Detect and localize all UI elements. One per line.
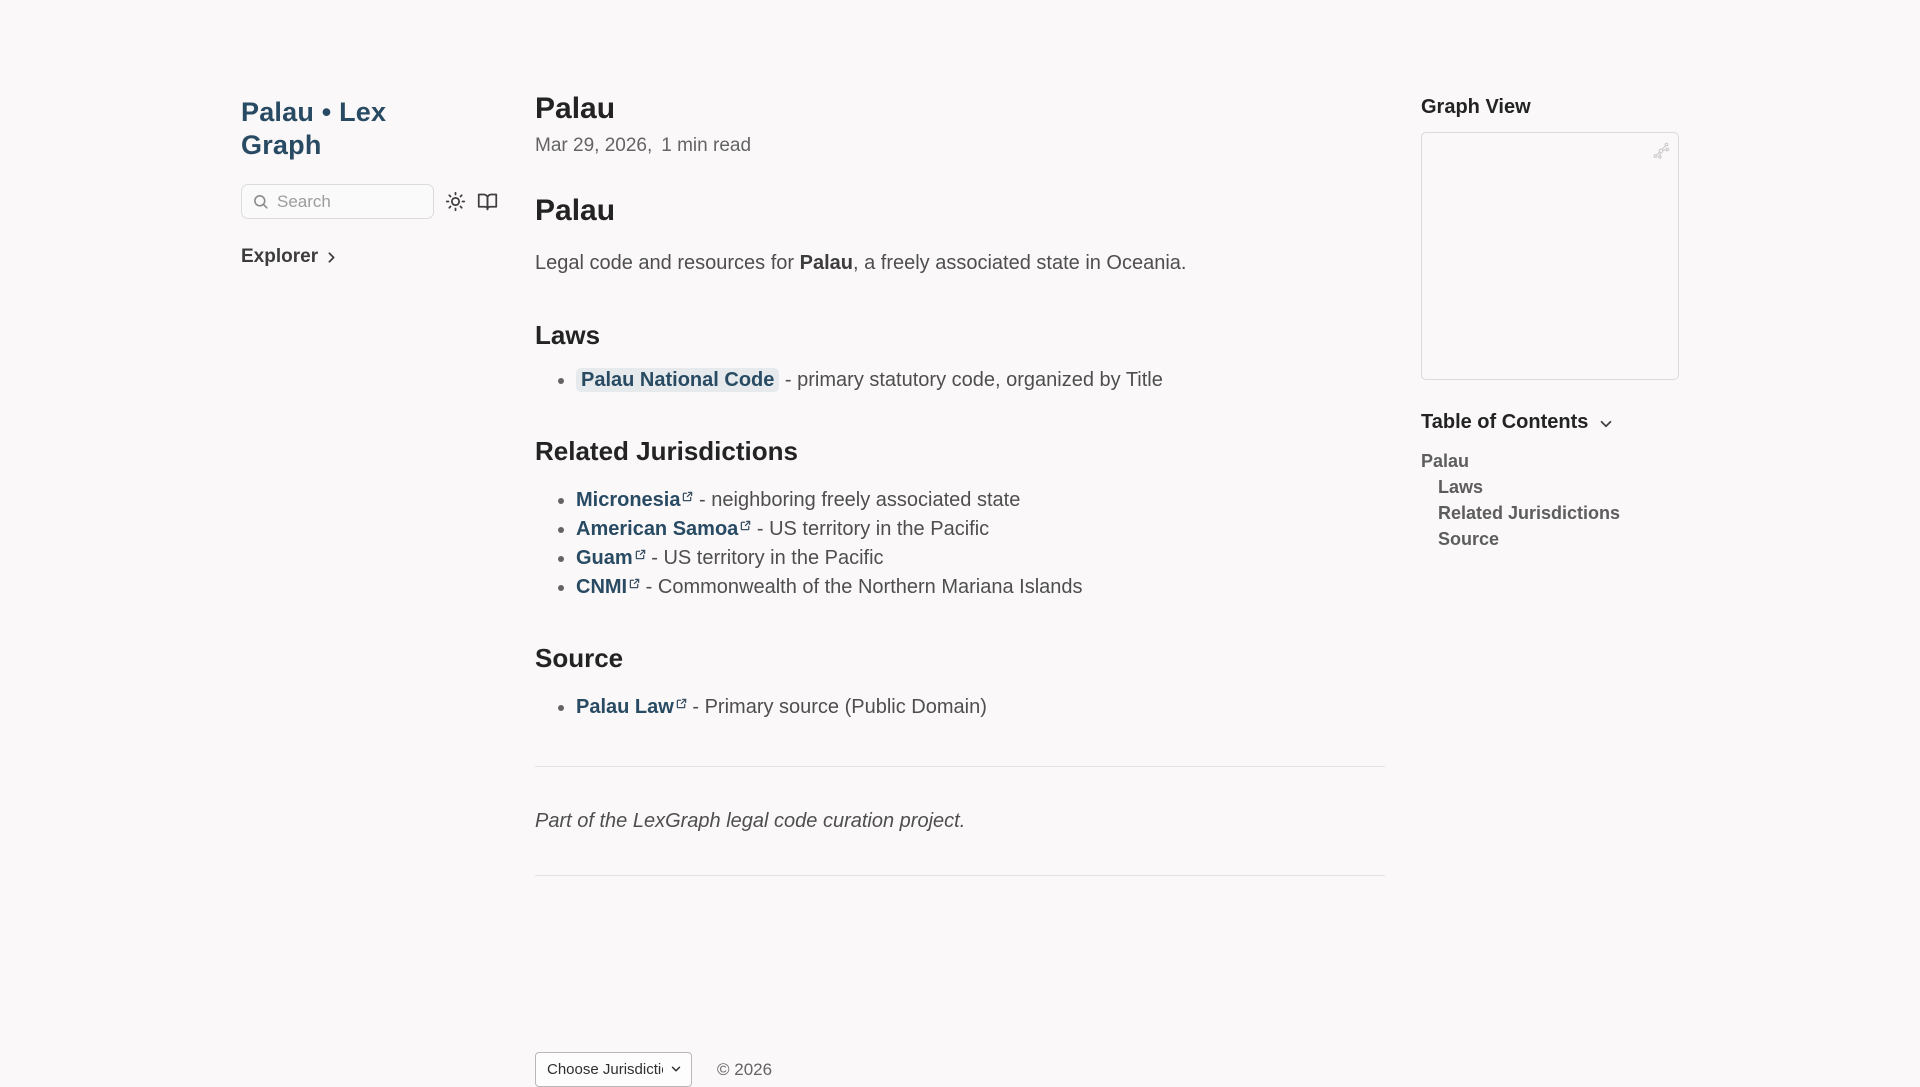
link-guam[interactable]: Guam (576, 547, 633, 569)
graph-view-title: Graph View (1421, 96, 1531, 118)
search-bar[interactable] (241, 184, 434, 219)
toc-item-related-jurisdictions[interactable] (1421, 500, 1679, 526)
source-list (535, 691, 1385, 720)
item-description: - US territory in the Pacific (751, 518, 990, 540)
laws-list (535, 368, 1385, 393)
toc-link[interactable]: Related Jurisdictions (1438, 503, 1621, 523)
link-american-samoa[interactable]: American Samoa (576, 518, 739, 540)
read-time: 1 min read (661, 135, 752, 156)
search-input[interactable] (277, 192, 423, 212)
item-description: - neighboring freely associated state (693, 489, 1021, 511)
link-micronesia[interactable]: Micronesia (576, 489, 681, 511)
section-heading-laws: Laws (535, 320, 601, 350)
toc-item-palau[interactable] (1421, 448, 1679, 474)
copyright-text: © 2026 (717, 1059, 773, 1079)
list-item (576, 542, 1385, 571)
list-item (576, 691, 1385, 720)
list-item (576, 513, 1385, 542)
page-footer (535, 1052, 1385, 1087)
external-link-icon (635, 543, 646, 565)
toc-item-laws[interactable] (1421, 474, 1679, 500)
external-link-icon (629, 572, 640, 594)
explorer-label: Explorer (241, 246, 319, 267)
left-sidebar (241, 0, 498, 1087)
intro-paragraph (535, 250, 1385, 277)
section-heading-source: Source (535, 643, 624, 673)
project-note: Part of the LexGraph legal code curation project. (535, 810, 966, 832)
list-item (576, 368, 1385, 393)
external-link-icon (682, 485, 693, 507)
article-meta (535, 135, 1385, 157)
search-row (241, 184, 498, 219)
toc-link[interactable]: Source (1438, 529, 1500, 549)
right-sidebar (1421, 0, 1679, 1087)
toc-item-source[interactable] (1421, 526, 1679, 552)
toc-collapse-toggle[interactable] (1421, 411, 1615, 434)
toc-link[interactable]: Laws (1438, 477, 1484, 497)
external-link-icon (740, 514, 751, 536)
toc-link[interactable]: Palau (1421, 451, 1470, 471)
divider (535, 766, 1385, 767)
global-graph-icon (1651, 140, 1671, 160)
list-item (576, 571, 1385, 600)
site-title-link[interactable]: Palau • Lex Graph (241, 97, 387, 160)
toc-list (1421, 448, 1679, 552)
book-open-icon (477, 191, 498, 212)
chevron-right-icon (323, 249, 340, 266)
article-heading: Palau (535, 194, 616, 227)
link-cnmi[interactable]: CNMI (576, 576, 628, 598)
global-graph-button[interactable] (1651, 140, 1671, 160)
intro-text-post: , a freely associated state in Oceania. (852, 252, 1187, 274)
intro-text-bold: Palau (799, 252, 853, 274)
link-palau-law[interactable]: Palau Law (576, 696, 674, 718)
toc-title: Table of Contents (1421, 411, 1589, 433)
related-jurisdictions-list (535, 484, 1385, 600)
link-palau-national-code[interactable]: Palau National Code (576, 368, 779, 392)
sun-icon (445, 191, 466, 212)
section-heading-related-jurisdictions: Related Jurisdictions (535, 436, 798, 466)
article-content (535, 0, 1385, 1087)
jurisdiction-select[interactable] (535, 1052, 692, 1087)
search-icon (252, 193, 269, 210)
intro-text-pre: Legal code and resources for (535, 252, 800, 274)
item-description: - primary statutory code, organized by Title (779, 369, 1163, 391)
item-description: - Commonwealth of the Northern Mariana Islands (640, 576, 1083, 598)
darkmode-toggle-button[interactable] (445, 191, 466, 212)
list-item (576, 484, 1385, 513)
reader-mode-button[interactable] (477, 191, 498, 212)
external-link-icon (676, 692, 687, 714)
explorer-toggle[interactable] (241, 246, 340, 268)
article-date: Mar 29, 2026, (535, 135, 653, 156)
page-title: Palau (535, 92, 616, 125)
chevron-down-icon (1597, 415, 1615, 433)
graph-view-canvas[interactable] (1421, 132, 1679, 380)
divider (535, 875, 1385, 876)
jurisdiction-select-wrap (535, 1052, 692, 1087)
item-description: - Primary source (Public Domain) (686, 696, 987, 718)
item-description: - US territory in the Pacific (645, 547, 884, 569)
